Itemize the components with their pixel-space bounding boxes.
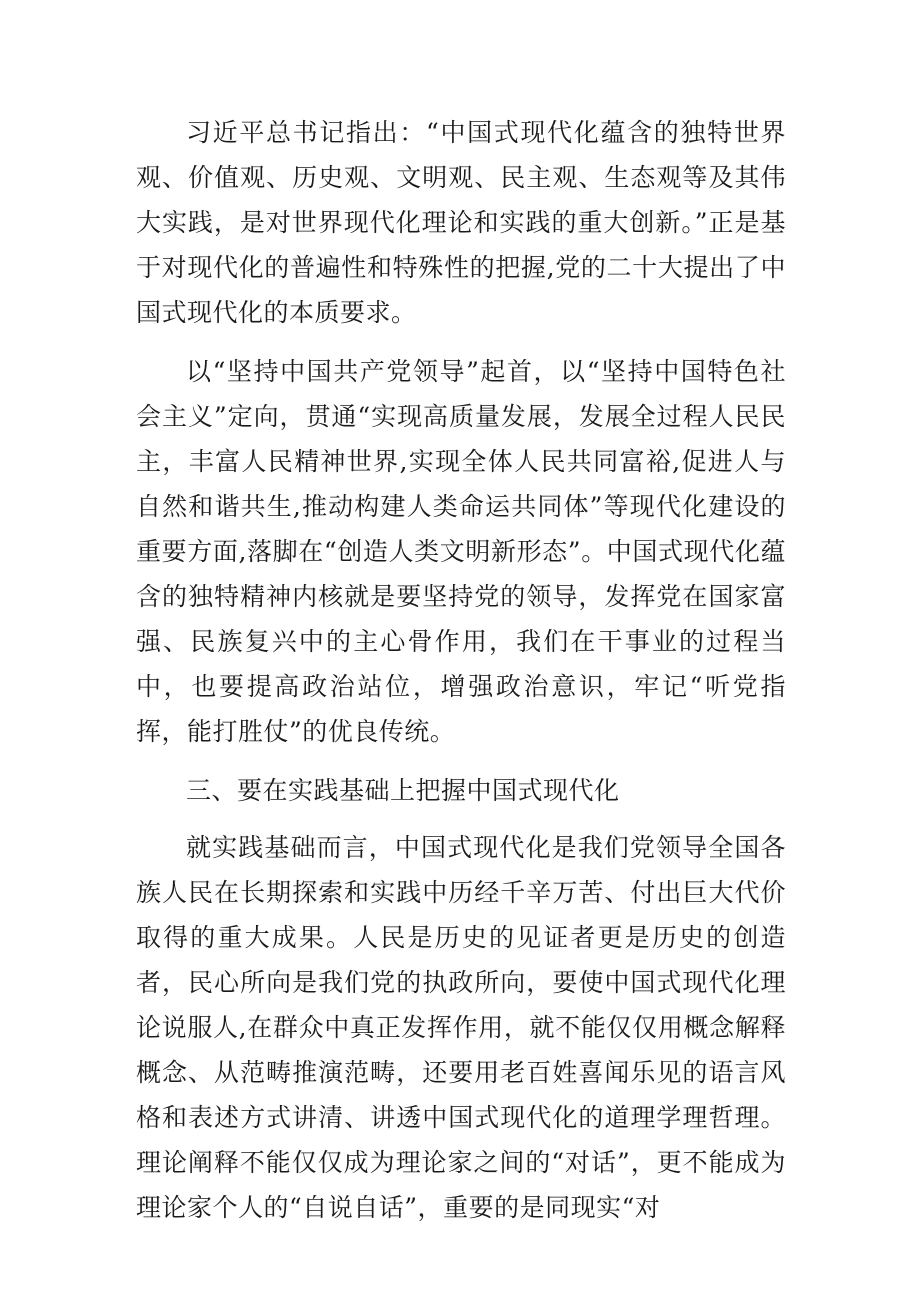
section-heading: 三、要在实践基础上把握中国式现代化	[186, 776, 620, 805]
paragraph-quote: 习近平总书记指出：“中国式现代化蕴含的独特世界观、价值观、历史观、文明观、民主观、生态观等及其伟大实践，是对世界现代化理论和实践的重大创新。”正是基于对现代化的普遍性和特殊性的把握,党的二十大提出了中国式现代化的本质要求。	[136, 118, 786, 327]
paragraph-practice-basis: 就实践基础而言，中国式现代化是我们党领导全国各族人民在长期探索和实践中历经千辛万苦、付出巨大代价取得的重大成果。人民是历史的见证者更是历史的创造者，民心所向是我们党的执政所向，要使中国式现代化理论说服人,在群众中真正发挥作用，就不能仅仅用概念解释概念、从范畴推演范畴，还要用老百姓喜闻乐见的语言风格和表述方式讲清、讲透中国式现代化的道理学理哲理。理论阐释不能仅仅成为理论家之间的“对话”，更不能成为理论家个人的“自说自话”，重要的是同现实“对	[136, 833, 786, 1222]
paragraph-essential-requirements: 以“坚持中国共产党领导”起首，以“坚持中国特色社会主义”定向，贯通“实现高质量发展，发展全过程人民民主，丰富人民精神世界,实现全体人民共同富裕,促进人与自然和谐共生,推动构建人类命运共同体”等现代化建设的重要方面,落脚在“创造人类文明新形态”。中国式现代化蕴含的独特精神内核就是要坚持党的领导，发挥党在国家富强、民族复兴中的主心骨作用，我们在干事业的过程当中，也要提高政治站位，增强政治意识，牢记“听党指挥，能打胜仗”的优良传统。	[136, 357, 786, 746]
document-body	[136, 110, 786, 1244]
